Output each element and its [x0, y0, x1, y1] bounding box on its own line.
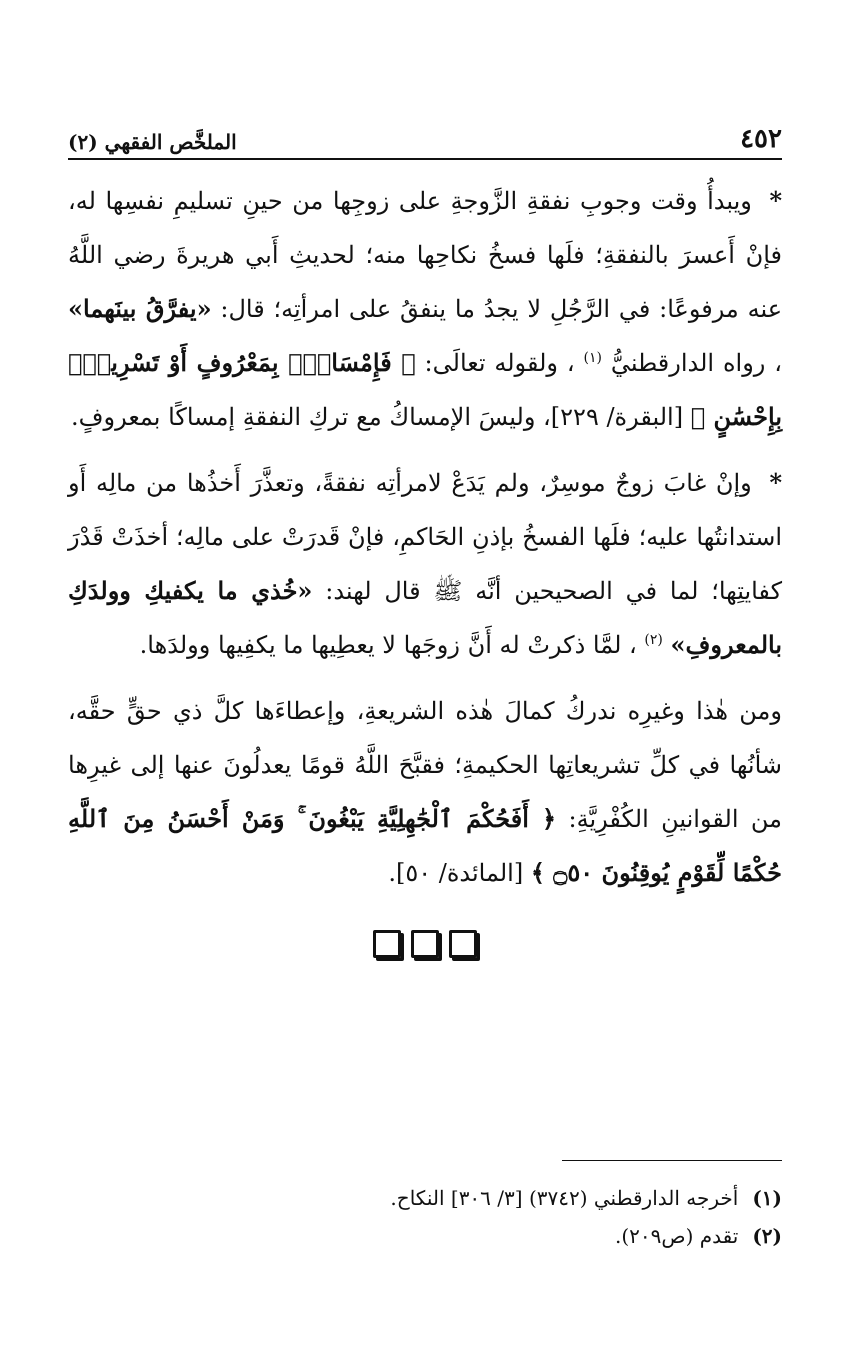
- quran-verse: ﴿ أَفَحُكْمَ ٱلْجَٰهِلِيَّةِ يَبْغُونَ ۚ وَمَنْ أَحْسَنُ مِنَ ٱللَّهِ حُكْمًا لِّقَوْمٍ يُوقِنُونَ ۝٥٠ ﴾: [68, 804, 782, 887]
- hadith-quote: «يفرَّقُ بينَهما»: [68, 294, 212, 323]
- paragraph-text: ، لمَّا ذكرتْ له أَنَّ زوجَها لا يعطِيها ما يكفِيها وولدَها.: [139, 631, 637, 659]
- paragraph-conclusion: [68, 684, 782, 900]
- footnote-ref-1[interactable]: (١): [583, 350, 602, 366]
- hadith-quote: «خُذي ما يكفيكِ وولدَكِ بالمعروفِ»: [68, 576, 782, 659]
- footnotes: [68, 1160, 782, 1255]
- paragraph-text: ومن هٰذا وغيرِه ندركُ كمالَ هٰذه الشريعةِ، وإعطاءَها كلَّ ذي حقٍّ حقَّه، شأنُها في كلِّ تشريعاتِها الحكيمةِ؛ فقبَّحَ اللَّهُ قومًا يعدلُونَ عنها إلى غيرِها من القوانينِ الكُفْرِيَّةِ:: [68, 697, 782, 833]
- running-head: [68, 118, 782, 160]
- footnote-divider: [562, 1160, 782, 1161]
- footnote-text: تقدم (ص٢٠٩).: [615, 1224, 739, 1248]
- square-ornament-icon: [373, 930, 401, 958]
- footnote-number: (١): [752, 1186, 782, 1210]
- paragraph-text: ، رواه الدارقطنيُّ: [610, 349, 782, 377]
- paragraph-text: ، ولقوله تعالَى:: [415, 349, 575, 377]
- paragraph-absent-husband: [68, 456, 782, 672]
- paragraph-alimony-start: [68, 174, 782, 444]
- paragraph-text: ويبدأُ وقت وجوبِ نفقةِ الزَّوجةِ على زوجِها من حينِ تسليمِ نفسِها له، فإنْ أَعسرَ بالنفقةِ؛ فلَها فسخُ نكاحِها منه؛ لحديثِ أَبي هريرةَ رضي اللَّهُ عنه مرفوعًا: في الرَّجُلِ لا يجدُ ما ينفقُ على امرأتِه؛ قال:: [68, 187, 783, 323]
- book-title: الملخَّص الفقهي (٢): [68, 130, 237, 154]
- footnote-1: [68, 1179, 782, 1217]
- paragraph-text: [المائدة/ ٥٠].: [388, 859, 524, 887]
- bullet-asterisk: *: [769, 468, 782, 497]
- three-square-ornament-icon: [68, 930, 782, 958]
- bullet-asterisk: *: [769, 186, 782, 215]
- quran-verse: ﴿ فَإِمْسَاكٌۢ بِمَعْرُوفٍ أَوْ تَسْرِيحٌۢ بِإِحْسَٰنٍ ﴾: [68, 348, 782, 431]
- paragraph-text: [البقرة/ ٢٢٩]، وليسَ الإمساكُ مع تركِ النفقةِ إمساكًا بمعروفٍ.: [71, 403, 684, 431]
- body-text: [68, 174, 782, 900]
- book-page: [68, 118, 782, 1318]
- footnote-ref-2[interactable]: (٢): [644, 632, 663, 648]
- footnote-2: [68, 1217, 782, 1255]
- footnote-number: (٢): [752, 1224, 782, 1248]
- square-ornament-icon: [411, 930, 439, 958]
- square-ornament-icon: [449, 930, 477, 958]
- footnote-text: أخرجه الدارقطني (٣٧٤٢) [٣/ ٣٠٦] النكاح.: [390, 1186, 739, 1210]
- page-number: ٤٥٢: [740, 124, 782, 154]
- paragraph-text: وإنْ غابَ زوجٌ موسِرٌ، ولم يَدَعْ لامرأتِه نفقةً، وتعذَّرَ أَخذُها من مالِه أَو استدانتُها عليه؛ فلَها الفسخُ بإذنِ الحَاكمِ، فإنْ قَدرَتْ على مالِه؛ أخذَتْ قَدْرَ كفايتِها؛ لما في الصحيحين أنَّه ﷺ قال لهند:: [68, 469, 783, 605]
